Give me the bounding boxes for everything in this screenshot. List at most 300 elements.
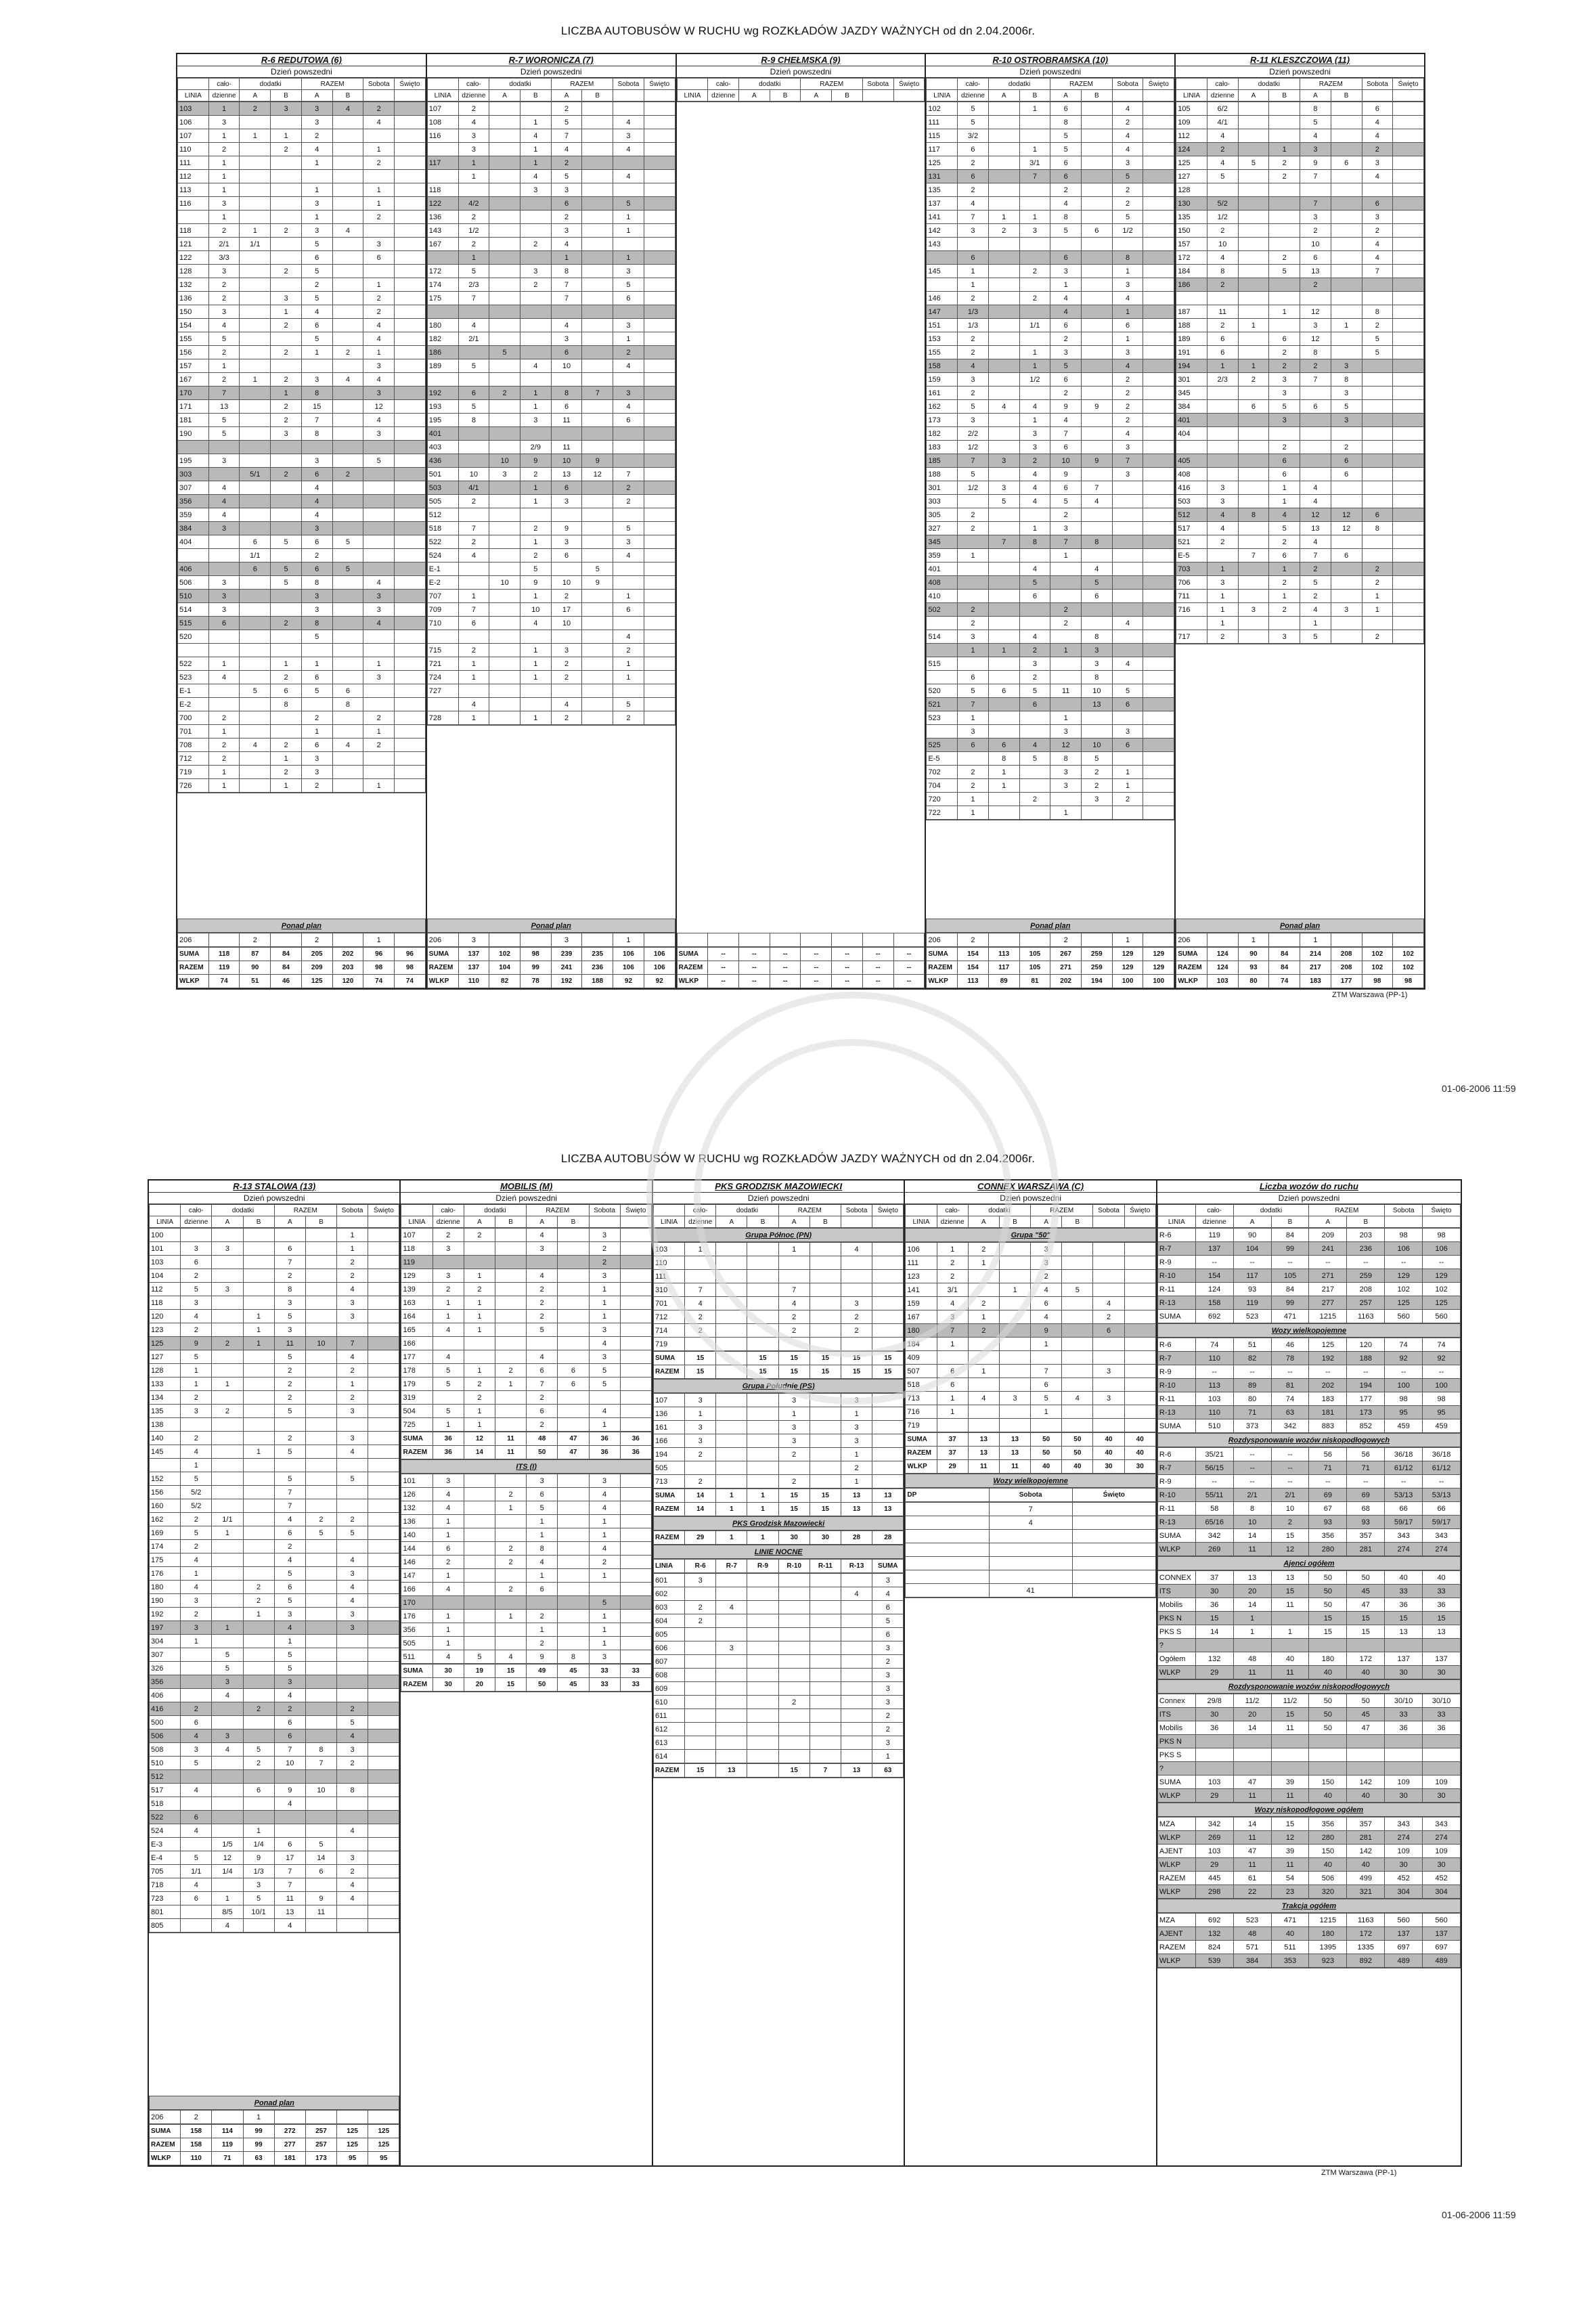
table-row — [1157, 1954, 1460, 1968]
value-cell: 5 — [181, 1851, 212, 1865]
value-cell: 154 — [1195, 1269, 1233, 1283]
line-number-cell: SUMA — [178, 948, 209, 961]
value-cell — [337, 1675, 368, 1689]
line-number-cell: 505 — [401, 1637, 433, 1650]
value-cell: 7 — [778, 1283, 810, 1297]
value-cell — [1331, 197, 1362, 211]
value-cell: 2 — [872, 1709, 904, 1723]
value-cell — [872, 1394, 904, 1407]
value-cell: 274 — [1385, 1543, 1423, 1556]
value-cell — [274, 2111, 305, 2124]
value-cell: 9 — [1050, 400, 1082, 414]
value-cell — [271, 644, 302, 657]
value-cell: 98 — [1362, 975, 1393, 988]
value-cell — [240, 183, 271, 197]
value-cell: -- — [1309, 1256, 1347, 1269]
q3-header-table — [905, 1204, 1155, 1228]
table-row — [401, 1474, 651, 1488]
value-cell — [582, 684, 613, 698]
value-cell — [368, 1784, 399, 1797]
value-cell: 2 — [520, 468, 551, 481]
value-cell: 1 — [527, 1569, 558, 1583]
value-cell — [1093, 1378, 1124, 1392]
value-cell: 15 — [810, 1352, 841, 1365]
value-cell — [368, 1337, 399, 1350]
value-cell — [1393, 427, 1424, 441]
value-cell: 6 — [274, 1242, 305, 1256]
value-cell — [240, 630, 271, 644]
value-cell: 269 — [1195, 1831, 1233, 1845]
value-cell: 3 — [1269, 373, 1300, 387]
value-cell — [489, 630, 520, 644]
value-cell: 1 — [243, 1323, 274, 1337]
line-number-cell: RAZEM — [653, 1764, 684, 1778]
value-cell: 539 — [1195, 1954, 1233, 1968]
value-cell: 5 — [1362, 332, 1393, 346]
value-cell — [395, 251, 426, 265]
table-row — [427, 332, 675, 346]
value-cell: 3 — [1331, 387, 1362, 400]
value-cell — [337, 1540, 368, 1553]
value-cell: 4 — [337, 1824, 368, 1838]
table-row — [178, 752, 426, 766]
value-cell — [644, 143, 675, 156]
table-row — [1157, 1776, 1460, 1789]
value-cell — [1143, 305, 1174, 319]
panel-spacer — [401, 1692, 651, 2165]
value-cell — [644, 346, 675, 359]
value-cell: 2 — [305, 1513, 336, 1526]
value-cell: 1 — [1271, 1625, 1309, 1639]
value-cell: 1 — [464, 1296, 495, 1310]
value-cell — [368, 1838, 399, 1851]
value-cell: 11 — [1233, 1789, 1271, 1803]
value-cell: 357 — [1347, 1817, 1385, 1831]
line-number-cell: 705 — [150, 1865, 181, 1878]
value-cell: 2 — [271, 671, 302, 684]
line-number-cell: 104 — [150, 1269, 181, 1283]
value-cell — [1112, 563, 1143, 576]
table-row — [427, 454, 675, 468]
table-row — [1176, 400, 1424, 414]
value-cell: 2 — [613, 644, 644, 657]
value-cell: 1 — [212, 1892, 243, 1905]
line-number-cell: 326 — [150, 1662, 181, 1675]
value-cell: 2 — [685, 1601, 716, 1614]
value-cell — [582, 400, 613, 414]
value-cell — [1207, 468, 1238, 481]
value-cell — [644, 603, 675, 617]
value-cell: 5 — [1019, 752, 1050, 766]
value-cell — [464, 1488, 495, 1501]
header-sobota: Sobota — [1362, 79, 1393, 90]
value-cell — [212, 1391, 243, 1405]
value-cell — [363, 752, 395, 766]
value-cell — [1019, 766, 1050, 779]
table-row — [150, 1675, 399, 1689]
value-cell: 110 — [1195, 1406, 1233, 1419]
value-cell: 102 — [1393, 961, 1424, 975]
value-cell — [243, 1716, 274, 1729]
value-cell — [988, 427, 1019, 441]
value-cell: 3 — [1331, 359, 1362, 373]
value-cell: 50 — [1309, 1694, 1347, 1708]
value-cell — [1362, 183, 1393, 197]
value-cell: 2 — [527, 1310, 558, 1323]
value-cell: 445 — [1195, 1872, 1233, 1885]
value-cell — [363, 563, 395, 576]
value-cell — [1238, 197, 1269, 211]
value-cell: 47 — [558, 1446, 589, 1459]
value-cell: 12 — [1050, 738, 1082, 752]
value-cell: 4 — [1112, 657, 1143, 671]
line-number-cell: 156 — [178, 346, 209, 359]
value-cell — [243, 1405, 274, 1418]
value-cell — [747, 1338, 778, 1351]
line-number-cell: 181 — [178, 414, 209, 427]
value-cell — [305, 1824, 336, 1838]
value-cell: 3 — [1050, 346, 1082, 359]
value-cell: 14 — [1233, 1529, 1271, 1543]
value-cell — [489, 170, 520, 183]
value-cell — [1309, 1639, 1347, 1652]
value-cell — [620, 1528, 651, 1542]
value-cell — [1112, 495, 1143, 508]
value-cell — [495, 1310, 526, 1323]
value-cell — [558, 1296, 589, 1310]
value-cell: 11 — [1233, 1666, 1271, 1679]
value-cell — [1238, 116, 1269, 129]
table-row — [178, 933, 426, 947]
table-row — [653, 1614, 903, 1628]
value-cell: 4 — [527, 1229, 558, 1242]
section-row — [1157, 1803, 1460, 1817]
panel-spacer — [427, 725, 675, 919]
value-cell: 103 — [1195, 1776, 1233, 1789]
value-cell — [368, 1608, 399, 1621]
value-cell: 22 — [1233, 1885, 1271, 1899]
value-cell — [395, 535, 426, 549]
value-cell — [1143, 684, 1174, 698]
value-cell — [332, 319, 363, 332]
value-cell — [999, 1297, 1030, 1310]
value-cell: 30 — [433, 1678, 464, 1692]
value-cell — [988, 143, 1019, 156]
value-cell — [1081, 725, 1112, 738]
value-cell — [1019, 933, 1050, 947]
value-cell — [489, 156, 520, 170]
header-cell: cało- — [1207, 79, 1238, 90]
line-number-cell: 505 — [653, 1461, 684, 1475]
value-cell: 98 — [395, 961, 426, 975]
value-cell: 6 — [1050, 373, 1082, 387]
line-number-cell: 135 — [150, 1405, 181, 1418]
value-cell: 3 — [1300, 143, 1331, 156]
value-cell: 181 — [1309, 1406, 1347, 1419]
value-cell: 5 — [988, 495, 1019, 508]
value-cell: 824 — [1195, 1941, 1233, 1954]
line-number-cell — [927, 278, 958, 292]
value-cell — [1143, 508, 1174, 522]
value-cell: 1 — [337, 1377, 368, 1391]
value-cell — [558, 1488, 589, 1501]
value-cell — [363, 630, 395, 644]
table-row — [653, 1407, 903, 1421]
line-number-cell: SUMA — [1176, 948, 1207, 961]
line-number-cell: 401 — [427, 427, 458, 441]
value-cell: 15 — [841, 1352, 872, 1365]
value-cell: 119 — [1233, 1296, 1271, 1310]
value-cell — [305, 1797, 336, 1811]
table-row — [927, 793, 1174, 806]
value-cell — [464, 1556, 495, 1569]
value-cell: 50 — [1062, 1433, 1093, 1447]
table-row — [927, 129, 1174, 143]
line-number-cell: LINIA — [653, 1560, 684, 1573]
table-row — [1157, 1242, 1460, 1256]
value-cell: 2 — [495, 1364, 526, 1377]
value-cell — [644, 468, 675, 481]
table-row — [427, 933, 675, 947]
value-cell: 1 — [1238, 359, 1269, 373]
value-cell — [810, 1338, 841, 1351]
value-cell — [1143, 224, 1174, 238]
value-cell — [240, 400, 271, 414]
value-cell: 6 — [433, 1542, 464, 1556]
value-cell: 6 — [558, 1364, 589, 1377]
value-cell: 2 — [527, 1418, 558, 1432]
value-cell: 304 — [1423, 1885, 1461, 1899]
value-cell: 2 — [274, 1432, 305, 1445]
p0-header-table — [177, 78, 426, 102]
value-cell: 9 — [582, 454, 613, 468]
value-cell — [988, 657, 1019, 671]
line-number-cell: 525 — [927, 738, 958, 752]
value-cell — [716, 1283, 747, 1297]
table-row — [653, 1489, 903, 1503]
line-number-cell: 310 — [653, 1283, 684, 1297]
header-razem: RAZEM — [274, 1205, 336, 1216]
value-cell: 3 — [527, 1474, 558, 1488]
value-cell: 4 — [551, 238, 582, 251]
value-cell: 523 — [1233, 1914, 1271, 1927]
value-cell: 3 — [301, 197, 332, 211]
line-number-cell: 159 — [927, 373, 958, 387]
value-cell — [489, 698, 520, 711]
value-cell: 4 — [1362, 129, 1393, 143]
line-number-cell: 710 — [427, 617, 458, 630]
value-cell: 2 — [968, 1297, 999, 1310]
value-cell: 1 — [1238, 933, 1269, 947]
header-cell — [927, 79, 958, 90]
header-calodzienne: dzienne — [685, 1216, 716, 1228]
value-cell — [395, 630, 426, 644]
value-cell: 3 — [274, 1323, 305, 1337]
value-cell — [747, 1655, 778, 1669]
value-cell: 5 — [1331, 400, 1362, 414]
value-cell: 6 — [1238, 400, 1269, 414]
value-cell: 84 — [1271, 1229, 1309, 1242]
value-cell: 3 — [958, 725, 989, 738]
table-row — [927, 779, 1174, 793]
value-cell: 1 — [1050, 806, 1082, 820]
value-cell: 6 — [458, 617, 489, 630]
value-cell: 9 — [1081, 454, 1112, 468]
value-cell — [337, 1689, 368, 1702]
value-cell — [778, 1736, 810, 1750]
header-linia: LINIA — [401, 1216, 433, 1228]
panel-spacer — [653, 1778, 904, 2165]
value-cell — [1143, 779, 1174, 793]
value-cell: 3 — [208, 197, 240, 211]
section-title: Ajenci ogółem — [1157, 1557, 1460, 1570]
value-cell: 3 — [337, 1567, 368, 1581]
value-cell — [1019, 251, 1050, 265]
value-cell: 1/1 — [212, 1513, 243, 1526]
value-cell — [716, 1475, 747, 1489]
value-cell: 5 — [271, 563, 302, 576]
value-cell — [644, 671, 675, 684]
table-row — [1176, 427, 1424, 441]
value-cell — [1238, 576, 1269, 590]
table-row — [1157, 1845, 1460, 1858]
value-cell: 1 — [1112, 265, 1143, 278]
table-row — [1176, 170, 1424, 183]
value-cell — [1050, 576, 1082, 590]
line-number-cell — [178, 441, 209, 454]
value-cell — [520, 684, 551, 698]
table-row — [1157, 1817, 1460, 1831]
value-cell — [999, 1324, 1030, 1338]
value-cell — [810, 1407, 841, 1421]
value-cell: 50 — [1062, 1447, 1093, 1460]
value-cell — [305, 1242, 336, 1256]
value-cell — [1238, 468, 1269, 481]
line-number-cell: WLKP — [178, 975, 209, 988]
value-cell — [332, 143, 363, 156]
value-cell: 6 — [274, 1526, 305, 1540]
line-number-cell: DP — [906, 1489, 989, 1502]
p4-ponad — [1176, 933, 1424, 947]
value-cell: 217 — [1300, 961, 1331, 975]
value-cell: 5 — [551, 116, 582, 129]
line-number-cell: 123 — [150, 1323, 181, 1337]
value-cell — [644, 711, 675, 725]
value-cell — [988, 522, 1019, 535]
table-row — [927, 948, 1174, 961]
table-row — [1176, 116, 1424, 129]
value-cell — [489, 332, 520, 346]
header-cell: cało- — [708, 79, 739, 90]
value-cell: 4 — [181, 1824, 212, 1838]
value-cell — [368, 1553, 399, 1567]
header-cell — [363, 90, 395, 102]
value-cell — [240, 576, 271, 590]
header-linia: LINIA — [677, 90, 708, 102]
value-cell: 7 — [551, 278, 582, 292]
value-cell: 2 — [243, 1702, 274, 1716]
value-cell: 2 — [589, 1242, 620, 1256]
value-cell — [1238, 143, 1269, 156]
header-cell — [677, 79, 708, 90]
value-cell — [1331, 933, 1362, 947]
line-number-cell: 716 — [1176, 603, 1207, 617]
value-cell: -- — [708, 948, 739, 961]
value-cell — [363, 265, 395, 278]
value-cell — [747, 1574, 778, 1587]
table-row — [1157, 1708, 1460, 1721]
value-cell — [1331, 265, 1362, 278]
table-row — [427, 265, 675, 278]
value-cell: 10 — [551, 359, 582, 373]
line-number-cell: 180 — [427, 319, 458, 332]
value-cell — [1269, 238, 1300, 251]
value-cell — [1062, 1378, 1093, 1392]
value-cell: 8 — [301, 576, 332, 590]
value-cell — [582, 170, 613, 183]
value-cell — [988, 116, 1019, 129]
value-cell — [989, 1543, 1072, 1557]
value-cell: 209 — [1309, 1229, 1347, 1242]
line-number-cell: RAZEM — [150, 2138, 181, 2152]
value-cell — [988, 603, 1019, 617]
value-cell: 5 — [208, 332, 240, 346]
value-cell — [1238, 129, 1269, 143]
value-cell — [395, 603, 426, 617]
value-cell — [1362, 278, 1393, 292]
value-cell: 5 — [274, 1472, 305, 1486]
value-cell — [489, 197, 520, 211]
value-cell: 4 — [363, 319, 395, 332]
value-cell — [212, 1310, 243, 1323]
line-number-cell: 136 — [178, 292, 209, 305]
value-cell — [1393, 481, 1424, 495]
section-row — [906, 1229, 1155, 1242]
value-cell: 1 — [243, 1824, 274, 1838]
value-cell: 1 — [520, 481, 551, 495]
value-cell: 1 — [613, 657, 644, 671]
value-cell — [240, 779, 271, 793]
value-cell: 5 — [1019, 576, 1050, 590]
value-cell: 4 — [1207, 129, 1238, 143]
value-cell — [1300, 414, 1331, 427]
value-cell: 5 — [208, 427, 240, 441]
value-cell — [1233, 1762, 1271, 1776]
value-cell — [551, 684, 582, 698]
value-cell: 2 — [1269, 603, 1300, 617]
value-cell — [1207, 400, 1238, 414]
value-cell: 8 — [1362, 522, 1393, 535]
value-cell — [558, 1474, 589, 1488]
value-cell — [368, 1851, 399, 1865]
value-cell — [1019, 508, 1050, 522]
table-row — [178, 265, 426, 278]
value-cell: 6 — [1269, 454, 1300, 468]
value-cell — [243, 1242, 274, 1256]
value-cell — [208, 549, 240, 563]
value-cell — [1081, 170, 1112, 183]
line-number-cell: 384 — [178, 522, 209, 535]
value-cell: 2 — [337, 1865, 368, 1878]
value-cell — [1081, 183, 1112, 197]
table-row — [1176, 143, 1424, 156]
value-cell — [1062, 1243, 1093, 1256]
value-cell: 7 — [1362, 265, 1393, 278]
value-cell — [582, 156, 613, 170]
value-cell — [1062, 1351, 1093, 1365]
value-cell: 1 — [716, 1503, 747, 1516]
value-cell — [1112, 535, 1143, 549]
